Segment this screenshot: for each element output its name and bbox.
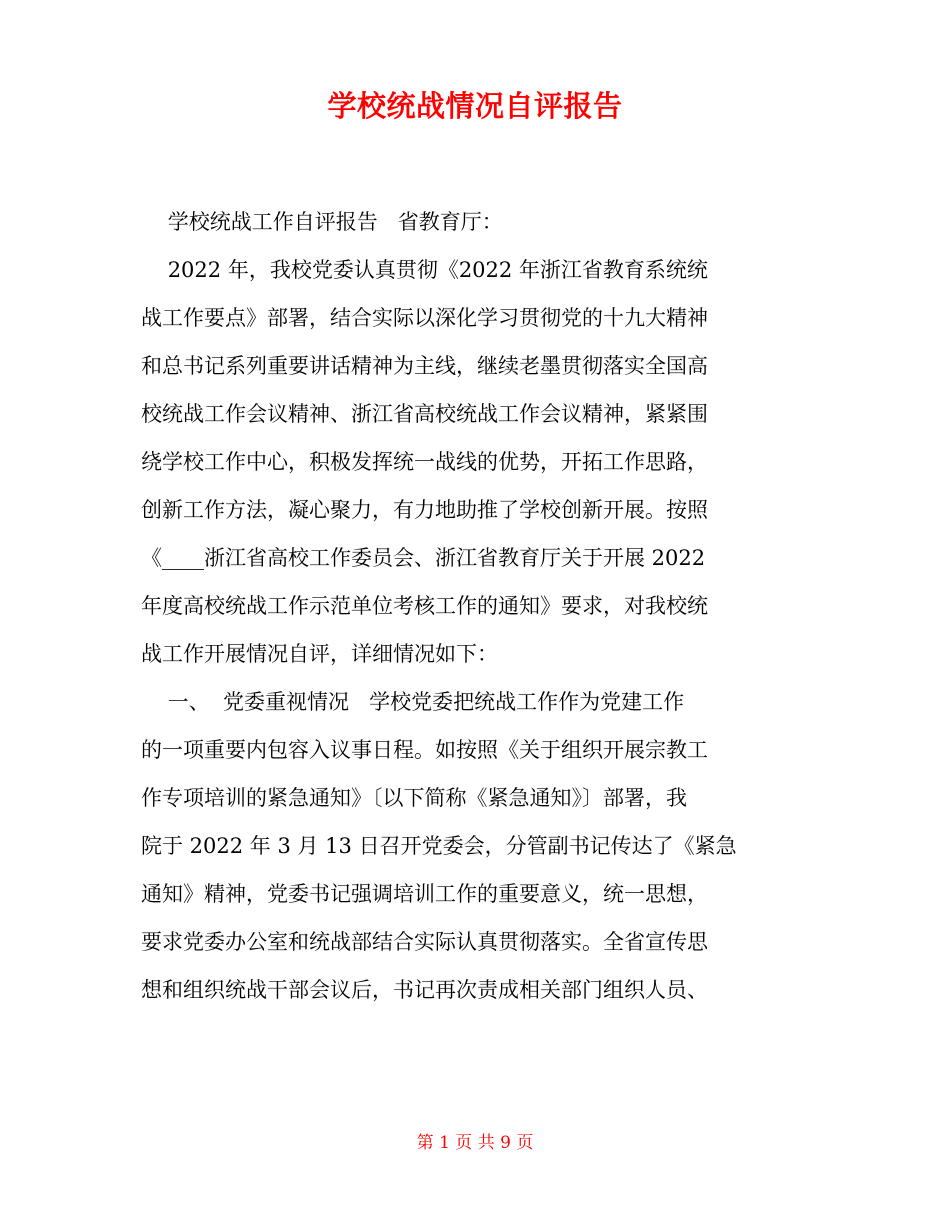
body-line-4: 和总书记系列重要讲话精神为主线，继续老墨贯彻落实全国高 <box>141 354 708 378</box>
body-line-2: 2022 年，我校党委认真贯彻《2022 年浙江省教育系统统 <box>141 258 708 282</box>
body-line-5: 校统战工作会议精神、浙江省高校统战工作会议精神，紧紧围 <box>141 402 708 426</box>
body-line-11: 一、 党委重视情况 学校党委把统战工作作为党建工作 <box>141 690 685 714</box>
body-line-3: 战工作要点》部署，结合实际以深化学习贯彻党的十九大精神 <box>141 306 708 330</box>
body-line-13: 作专项培训的紧急通知》〔以下简称《紧急通知》〕部署，我 <box>141 786 687 810</box>
body-line-7: 创新工作方法，凝心聚力，有力地助推了学校创新开展。按照 <box>141 498 708 522</box>
body-line-12: 的一项重要内包容入议事日程。如按照《关于组织开展宗教工 <box>141 738 708 762</box>
body-line-9: 年度高校统战工作示范单位考核工作的通知》要求，对我校统 <box>141 594 708 618</box>
body-line-1: 学校统战工作自评报告 省教育厅： <box>141 210 503 234</box>
page-title: 学校统战情况自评报告 <box>327 89 623 123</box>
body-line-8: 《____浙江省高校工作委员会、浙江省教育厅关于开展 2022 <box>141 546 706 570</box>
body-line-6: 绕学校工作中心，积极发挥统一战线的优势，开拓工作思路， <box>141 450 708 474</box>
body-text <box>141 198 813 1014</box>
body-line-17: 想和组织统战干部会议后，书记再次责成相关部门组织人员、 <box>141 978 708 1002</box>
body-line-14: 院于 2022 年 3 月 13 日召开党委会，分管副书记传达了《紧急 <box>141 834 737 858</box>
body-line-10: 战工作开展情况自评，详细情况如下： <box>141 642 498 666</box>
body-line-15: 通知》精神，党委书记强调培训工作的重要意义，统一思想， <box>141 882 708 906</box>
page-number-footer: 第 1 页 共 9 页 <box>416 1133 534 1153</box>
body-line-16: 要求党委办公室和统战部结合实际认真贯彻落实。全省宣传思 <box>141 930 708 954</box>
